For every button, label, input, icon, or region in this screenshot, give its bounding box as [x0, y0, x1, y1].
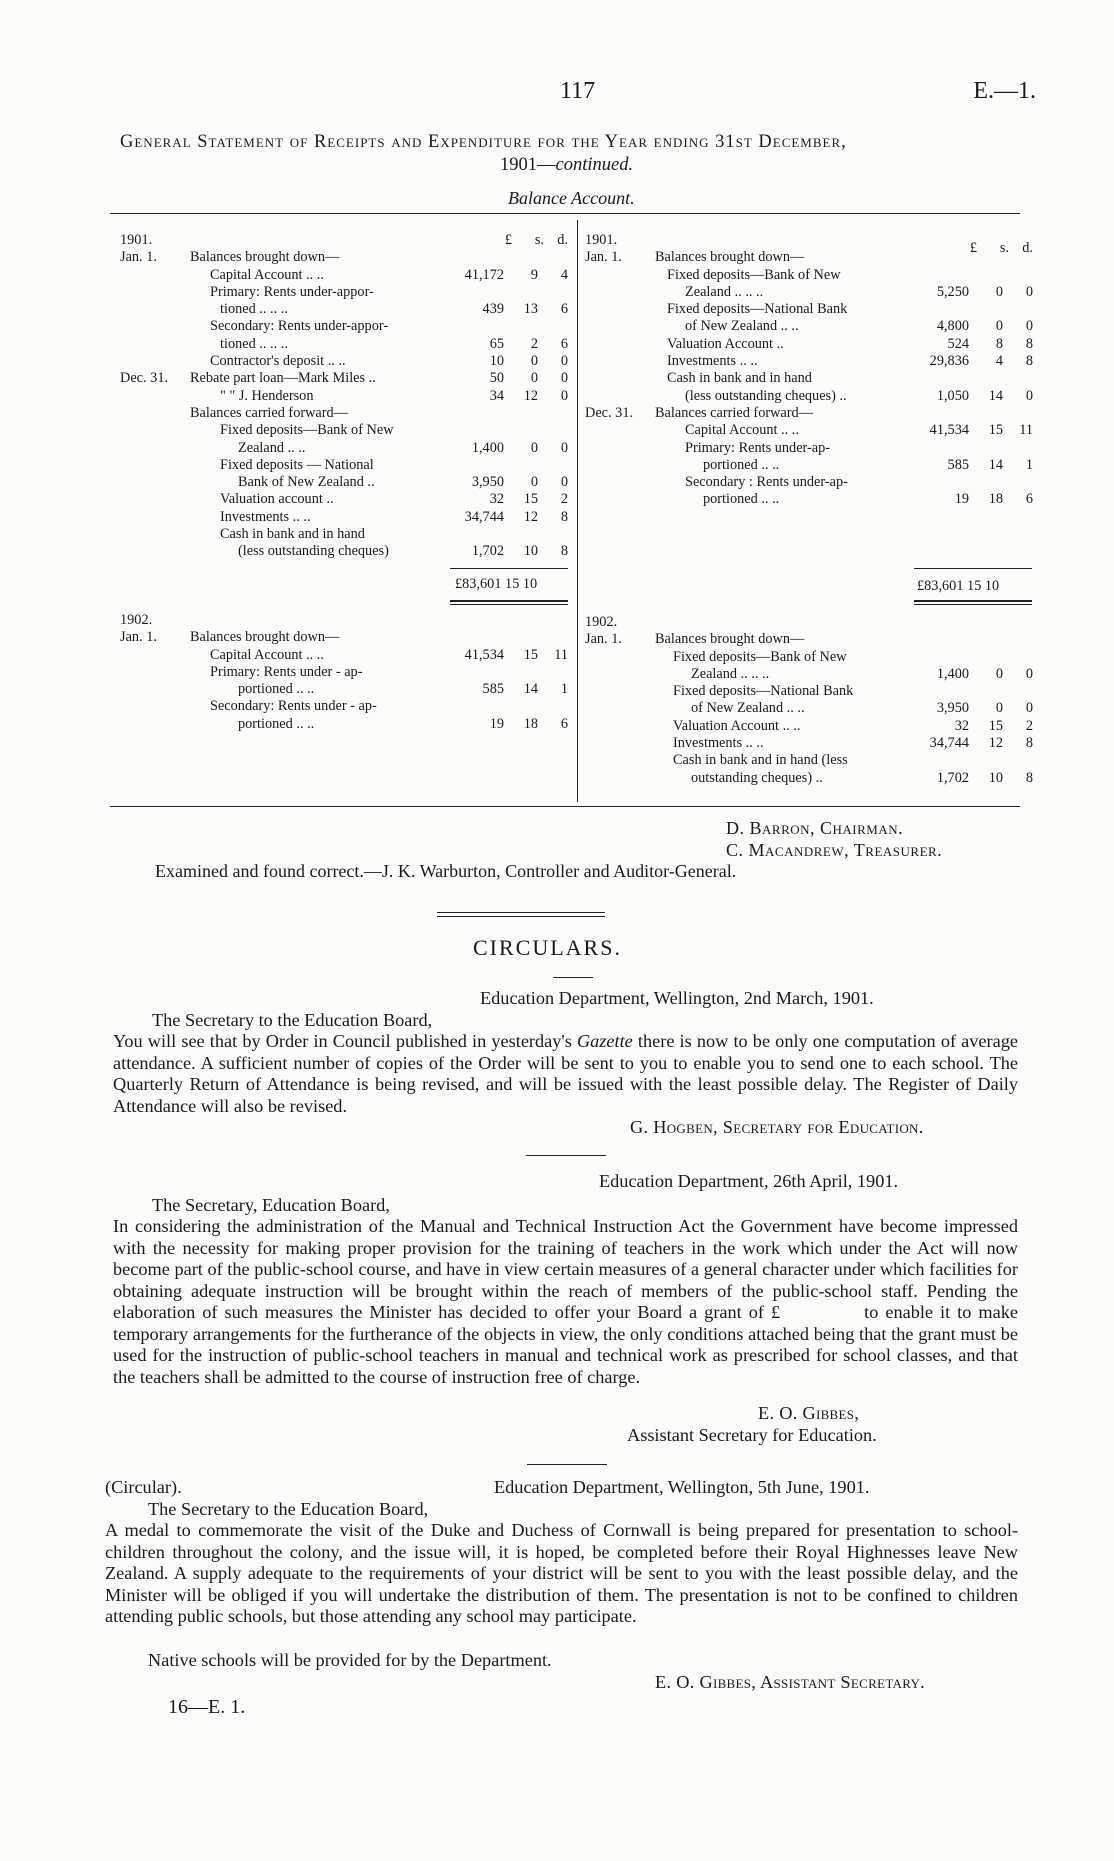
amount-shillings: 13 — [523, 301, 538, 318]
report-code: E.—1. — [973, 78, 1036, 104]
entry-description: Fixed deposits—Bank of New — [667, 266, 841, 283]
right-1902-column — [585, 614, 1033, 787]
account-row — [585, 718, 1033, 735]
amount-pence: 0 — [1025, 387, 1033, 404]
account-row — [585, 336, 1033, 353]
amount-pence: 2 — [560, 491, 568, 508]
amount-pounds: 41,172 — [464, 266, 504, 283]
account-row — [585, 267, 1033, 284]
amount-pounds: 34 — [489, 387, 504, 404]
table-bottom-rule — [110, 806, 1020, 807]
pounds-header: £ — [969, 240, 977, 256]
account-row — [120, 388, 568, 405]
entry-description: Bank of New Zealand .. — [238, 474, 375, 491]
right-1901-column — [585, 232, 1033, 509]
treasurer-signature: C. Macandrew, Treasurer. — [726, 840, 943, 860]
amount-shillings: 18 — [523, 715, 538, 732]
entry-date: 1902. — [120, 612, 153, 628]
amount-shillings: 2 — [530, 335, 538, 352]
circular3-signature: E. O. Gibbes, Assistant Secretary. — [655, 1672, 926, 1692]
amount-pounds: 1,050 — [936, 387, 969, 404]
amount-pounds: 34,744 — [464, 508, 504, 525]
entry-description: Secondary: Rents under - ap- — [210, 698, 377, 715]
amount-pounds: 5,250 — [936, 283, 969, 300]
entry-description: Investments .. .. — [220, 508, 311, 525]
amount-pence: 6 — [1025, 491, 1033, 508]
entry-description: tioned .. .. .. — [220, 301, 288, 318]
amount-shillings: 4 — [995, 353, 1003, 370]
amount-pounds: 1,400 — [936, 665, 969, 682]
entry-description: Zealand .. .. .. — [685, 283, 764, 300]
entry-description: Capital Account .. .. — [210, 266, 324, 283]
entry-description: Zealand .. .. .. — [691, 665, 770, 682]
amount-shillings: 0 — [530, 353, 538, 370]
entry-description: Fixed deposits—National Bank — [673, 683, 854, 700]
account-row — [585, 353, 1033, 370]
account-row — [120, 336, 568, 353]
entry-description: of New Zealand .. .. — [691, 700, 805, 717]
entry-description: Balances brought down— — [190, 249, 340, 266]
entry-date: 1902. — [585, 614, 618, 630]
entry-description: Primary: Rents under-ap- — [685, 439, 831, 456]
statement-heading-line1: General Statement of Receipts and Expenditure for the Year ending 31st December, — [120, 132, 847, 152]
account-row — [120, 681, 568, 698]
entry-description: Primary: Rents under - ap- — [210, 663, 363, 680]
amount-pence: 4 — [560, 266, 568, 283]
amount-pounds: 524 — [947, 335, 969, 352]
amount-pence: 8 — [1025, 335, 1033, 352]
account-row — [585, 666, 1033, 683]
amount-pence: 11 — [554, 646, 568, 663]
account-row — [585, 249, 1033, 266]
amount-shillings: 8 — [995, 335, 1003, 352]
amount-pence: 0 — [560, 353, 568, 370]
amount-pence: 6 — [560, 715, 568, 732]
amount-pounds: 439 — [482, 301, 504, 318]
account-row — [120, 664, 568, 681]
account-row — [120, 422, 568, 439]
account-row — [120, 474, 568, 491]
account-row — [585, 491, 1033, 508]
left-total-rule-bottom2 — [450, 604, 568, 605]
circulars-title: CIRCULARS. — [473, 935, 622, 960]
table-center-divider — [577, 220, 578, 802]
entry-description: Cash in bank and in hand — [667, 370, 812, 387]
entry-description: Fixed deposits—Bank of New — [673, 648, 847, 665]
entry-date: Jan. 1. — [120, 249, 157, 266]
account-row — [120, 301, 568, 318]
amount-pence: 6 — [560, 301, 568, 318]
section-divider-2 — [437, 916, 605, 917]
amount-pounds: 10 — [489, 353, 504, 370]
circular1-dateline: Education Department, Wellington, 2nd March, 1901. — [480, 988, 874, 1008]
account-row — [585, 388, 1033, 405]
amount-pounds: 50 — [489, 370, 504, 387]
right-total: £83,601 15 10 — [917, 578, 1000, 594]
right-total-rule-bottom — [914, 600, 1032, 602]
entry-date: Dec. 31. — [585, 404, 634, 421]
amount-pence: 8 — [1025, 353, 1033, 370]
entry-date: 1901. — [120, 232, 153, 248]
account-row — [120, 457, 568, 474]
account-row — [585, 301, 1033, 318]
account-row — [585, 232, 1033, 249]
left-1902-column — [120, 612, 568, 733]
entry-description: Primary: Rents under-appor- — [210, 283, 374, 300]
entry-description: Investments .. .. — [667, 353, 758, 370]
entry-date: Jan. 1. — [585, 249, 622, 266]
account-row — [120, 318, 568, 335]
amount-pence: 0 — [560, 439, 568, 456]
amount-pounds: 1,702 — [471, 543, 504, 560]
account-row — [585, 700, 1033, 717]
amount-pence: 0 — [560, 387, 568, 404]
circular3-addressee: The Secretary to the Education Board, — [148, 1499, 429, 1519]
amount-shillings: 12 — [523, 387, 538, 404]
entry-description: outstanding cheques) .. — [691, 769, 823, 786]
account-row — [585, 631, 1033, 648]
account-row — [585, 649, 1033, 666]
amount-pence: 2 — [1025, 717, 1033, 734]
entry-description: Balances brought down— — [190, 629, 340, 646]
entry-date: Dec. 31. — [120, 370, 169, 387]
account-row — [120, 249, 568, 266]
amount-pounds: 32 — [954, 717, 969, 734]
circular3-dateline: Education Department, Wellington, 5th June, 1901. — [494, 1477, 870, 1497]
footer-code: 16—E. 1. — [168, 1696, 246, 1718]
amount-pounds: 585 — [482, 681, 504, 698]
entry-description: Capital Account .. .. — [685, 422, 799, 439]
title-short-rule — [553, 977, 593, 978]
entry-description: (less outstanding cheques) — [238, 543, 389, 560]
amount-pounds: 41,534 — [464, 646, 504, 663]
account-row — [120, 405, 568, 422]
amount-shillings: 9 — [530, 266, 538, 283]
circular2-body: In considering the administration of the Manual and Technical Instruction Act the Government have become impressed with the necessity for making proper provision for the training of teachers in the work which under the Act will now become part of the public-school course, and have in view certain measures of a general character under which facilities for obtaining adequate instruction will be brought within the reach of members of the public-school staff. Pending the elaboration of such measures the Minister has decided to offer your Board a grant of £ to enable it to make temporary arrangements for the furtherance of the objects in view, the only conditions attached being that the grant must be used for the instruction of public-school teachers in manual and technical work as prescribed for school classes, and that the teachers shall be admitted to the course of instruction free of charge. — [113, 1216, 1018, 1387]
account-row — [585, 422, 1033, 439]
amount-shillings: 0 — [995, 700, 1003, 717]
account-row — [120, 716, 568, 733]
amount-pounds: 19 — [489, 715, 504, 732]
amount-pounds: 32 — [489, 491, 504, 508]
account-row — [120, 440, 568, 457]
amount-shillings: 15 — [988, 717, 1003, 734]
account-row — [585, 457, 1033, 474]
amount-shillings: 14 — [988, 387, 1003, 404]
amount-shillings: 18 — [988, 491, 1003, 508]
amount-pounds: 34,744 — [929, 735, 969, 752]
entry-description: Fixed deposits — National — [220, 456, 374, 473]
entry-description: Secondary: Rents under-appor- — [210, 318, 389, 335]
entry-description: portioned .. .. — [238, 715, 315, 732]
amount-pence: 8 — [1025, 735, 1033, 752]
amount-pence: 1 — [560, 681, 568, 698]
amount-pounds: 65 — [489, 335, 504, 352]
account-row — [120, 647, 568, 664]
account-row — [585, 474, 1033, 491]
left-total-rule-bottom — [450, 600, 568, 602]
circular1-addressee: The Secretary to the Education Board, — [152, 1010, 433, 1030]
amount-pence: 8 — [560, 543, 568, 560]
circular2-signature2: Assistant Secretary for Education. — [627, 1425, 877, 1445]
amount-shillings: 0 — [995, 665, 1003, 682]
entry-description: " " J. Henderson — [220, 387, 314, 404]
circular3-native-note: Native schools will be provided for by the Department. — [148, 1650, 552, 1670]
shillings-header: s. — [534, 232, 544, 248]
amount-pounds: 19 — [954, 491, 969, 508]
entry-description: Fixed deposits—National Bank — [667, 301, 848, 318]
amount-pounds: 29,836 — [929, 353, 969, 370]
examined-note: Examined and found correct.—J. K. Warburton, Controller and Auditor-General. — [155, 861, 737, 881]
account-row — [585, 284, 1033, 301]
account-row — [585, 370, 1033, 387]
entry-description: portioned .. .. — [238, 681, 315, 698]
amount-pence: 0 — [1025, 318, 1033, 335]
entry-description: Contractor's deposit .. .. — [210, 353, 346, 370]
circular1-body: You will see that by Order in Council published in yesterday's Gazette there is now to be only one computation of average attendance. A sufficient number of copies of the Order will be sent to you to enable you to send one to each school. The Quarterly Return of Attendance is being revised, and will be issued with the least possible delay. The Register of Daily Attendance will also be revised. — [113, 1031, 1018, 1116]
entry-description: Balances carried forward— — [190, 404, 348, 421]
amount-pence: 1 — [1025, 456, 1033, 473]
right-total-rule-bottom2 — [914, 604, 1032, 605]
account-row — [120, 612, 568, 629]
entry-description: portioned .. .. — [703, 456, 780, 473]
entry-description: Zealand .. .. — [238, 439, 306, 456]
account-row — [120, 698, 568, 715]
entry-description: Investments .. .. — [673, 735, 764, 752]
amount-shillings: 10 — [988, 769, 1003, 786]
table-top-rule — [110, 213, 1020, 214]
amount-pounds: 585 — [947, 456, 969, 473]
amount-pence: 0 — [560, 474, 568, 491]
pounds-header: £ — [504, 232, 512, 248]
entry-description: Cash in bank and in hand — [220, 526, 365, 543]
amount-pounds: 1,702 — [936, 769, 969, 786]
entry-description: Balances brought down— — [655, 249, 805, 266]
entry-description: Valuation Account .. — [667, 335, 784, 352]
account-row — [120, 284, 568, 301]
balance-account-subtitle: Balance Account. — [508, 188, 635, 208]
shillings-header: s. — [999, 240, 1009, 256]
entry-description: tioned .. .. .. — [220, 335, 288, 352]
amount-shillings: 12 — [988, 735, 1003, 752]
account-row — [585, 318, 1033, 335]
circular3-body: A medal to commemorate the visit of the Duke and Duchess of Cornwall is being prepared for presentation to school-children throughout the colony, and the issue will, it is hoped, be completed before their Royal Highnesses leave New Zealand. A supply adequate to the requirements of your district will be sent to you with the least possible delay, and the Minister will be obliged if you will undertake the distribution of them. The presentation is not to be confined to children attending public schools, but those attending any school may participate. — [105, 1520, 1018, 1626]
entry-description: Valuation Account .. .. — [673, 717, 801, 734]
amount-pence: 0 — [1025, 665, 1033, 682]
amount-pounds: 3,950 — [471, 474, 504, 491]
entry-description: Balances carried forward— — [655, 404, 813, 421]
pence-header: d. — [557, 232, 568, 248]
circular2-signature1: E. O. Gibbes, — [758, 1403, 860, 1423]
entry-description: Rebate part loan—Mark Miles .. — [190, 370, 376, 387]
circular2-dateline: Education Department, 26th April, 1901. — [599, 1171, 899, 1191]
entry-description: Balances brought down— — [655, 631, 805, 648]
entry-description: Cash in bank and in hand (less — [673, 752, 848, 769]
amount-pounds: 4,800 — [936, 318, 969, 335]
amount-shillings: 15 — [523, 491, 538, 508]
chairman-signature: D. Barron, Chairman. — [726, 818, 904, 838]
account-row — [120, 267, 568, 284]
statement-heading-line2: 1901—continued. — [500, 155, 634, 175]
entry-description: (less outstanding cheques) .. — [685, 387, 847, 404]
entry-description: portioned .. .. — [703, 491, 780, 508]
account-row — [120, 491, 568, 508]
amount-pence: 11 — [1019, 422, 1033, 439]
pence-header: d. — [1022, 240, 1033, 256]
left-1901-column — [120, 232, 568, 561]
account-row — [585, 614, 1033, 631]
amount-pence: 0 — [1025, 283, 1033, 300]
amount-shillings: 14 — [523, 681, 538, 698]
entry-description: Valuation account .. — [220, 491, 334, 508]
amount-pounds: 3,950 — [936, 700, 969, 717]
account-row — [585, 752, 1033, 769]
account-row — [585, 683, 1033, 700]
amount-pence: 0 — [1025, 700, 1033, 717]
amount-shillings: 12 — [523, 508, 538, 525]
amount-shillings: 0 — [995, 318, 1003, 335]
account-row — [585, 735, 1033, 752]
entry-description: Capital Account .. .. — [210, 646, 324, 663]
amount-shillings: 0 — [530, 439, 538, 456]
account-row — [585, 440, 1033, 457]
amount-pence: 8 — [560, 508, 568, 525]
amount-pence: 0 — [560, 370, 568, 387]
account-row — [120, 232, 568, 249]
account-row — [120, 629, 568, 646]
circular3-label: (Circular). — [105, 1477, 182, 1497]
amount-pounds: 41,534 — [929, 422, 969, 439]
amount-shillings: 14 — [988, 456, 1003, 473]
account-row — [585, 770, 1033, 787]
left-total-rule-top — [450, 568, 568, 569]
section-divider — [437, 912, 605, 913]
amount-pounds: 1,400 — [471, 439, 504, 456]
entry-date: Jan. 1. — [585, 631, 622, 648]
amount-shillings: 10 — [523, 543, 538, 560]
entry-date: Jan. 1. — [120, 629, 157, 646]
entry-date: 1901. — [585, 232, 618, 248]
entry-description: of New Zealand .. .. — [685, 318, 799, 335]
circular1-signature: G. Hogben, Secretary for Education. — [630, 1117, 924, 1137]
amount-shillings: 15 — [523, 646, 538, 663]
amount-shillings: 0 — [995, 283, 1003, 300]
amount-pence: 6 — [560, 335, 568, 352]
circular-divider-2 — [527, 1464, 607, 1465]
amount-shillings: 0 — [530, 370, 538, 387]
account-row — [120, 370, 568, 387]
account-row — [120, 509, 568, 526]
page-number: 117 — [560, 78, 596, 104]
entry-description: Secondary : Rents under-ap- — [685, 474, 848, 491]
account-row — [120, 543, 568, 560]
account-row — [120, 526, 568, 543]
account-row — [585, 405, 1033, 422]
account-row — [120, 353, 568, 370]
amount-pence: 8 — [1025, 769, 1033, 786]
right-total-rule-top — [914, 568, 1032, 569]
left-total: £83,601 15 10 — [455, 576, 538, 592]
amount-shillings: 0 — [530, 474, 538, 491]
circular-divider-1 — [526, 1155, 606, 1156]
entry-description: Fixed deposits—Bank of New — [220, 422, 394, 439]
circular2-addressee: The Secretary, Education Board, — [152, 1195, 390, 1215]
amount-shillings: 15 — [988, 422, 1003, 439]
